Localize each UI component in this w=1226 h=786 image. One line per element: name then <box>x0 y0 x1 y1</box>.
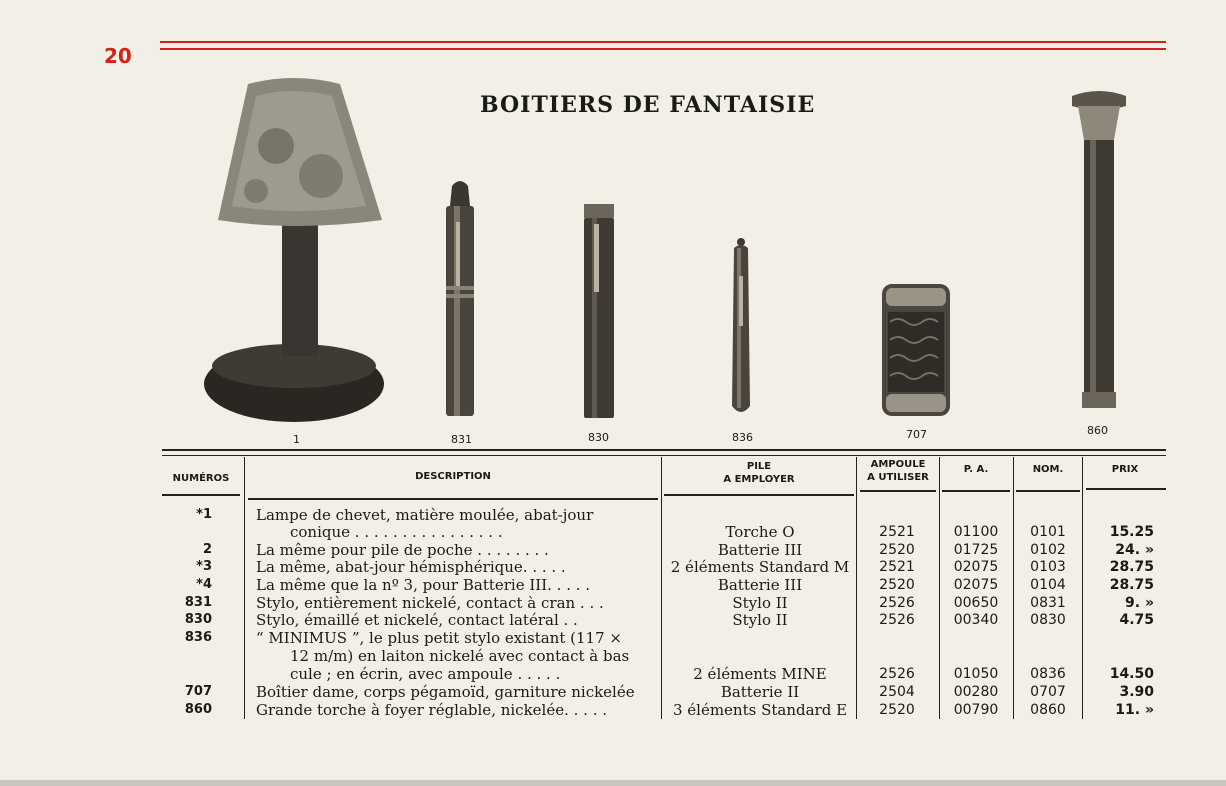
row-pile: Stylo II <box>732 594 788 612</box>
row-pa: 02075 <box>953 577 999 593</box>
row-nom: 0830 <box>1030 612 1066 628</box>
row-ampoule: 2520 <box>879 542 915 558</box>
row-number: 836 <box>184 630 212 645</box>
row-nom: 0102 <box>1030 542 1066 558</box>
row-nom: 0836 <box>1030 666 1066 682</box>
column-header-numeros: NUMÉROS <box>172 473 230 484</box>
row-pa: 02075 <box>953 559 999 575</box>
row-nom: 0104 <box>1030 577 1066 593</box>
row-prix: 28.75 <box>1109 577 1154 593</box>
table-row <box>0 594 1226 612</box>
row-pa: 00340 <box>953 612 999 628</box>
row-description: Stylo, émaillé et nickelé, contact latéral . . <box>256 611 578 629</box>
row-prix: 24. » <box>1115 542 1154 558</box>
header-underline <box>1016 490 1080 492</box>
row-pa: 00650 <box>953 595 999 611</box>
row-description: La même pour pile de poche . . . . . . . . <box>256 541 549 559</box>
row-pile: Batterie III <box>717 576 803 594</box>
row-ampoule: 2520 <box>879 702 915 718</box>
column-header-prix: PRIX <box>1111 464 1139 475</box>
boitier-707-illustration <box>880 282 952 418</box>
column-header-pa: P. A. <box>963 464 989 475</box>
row-prix: 15.25 <box>1109 524 1154 540</box>
row-number: 830 <box>184 612 212 627</box>
column-header-ampoule <box>858 458 938 484</box>
row-number: 860 <box>184 702 212 717</box>
stylo-831-illustration <box>442 176 478 422</box>
row-description: Grande torche à foyer réglable, nickelée. . . . . <box>256 701 608 719</box>
row-prix: 28.75 <box>1109 559 1154 575</box>
header-underline <box>664 494 854 496</box>
row-pile: Torche O <box>725 523 795 541</box>
row-nom: 0103 <box>1030 559 1066 575</box>
row-nom: 0707 <box>1030 684 1066 700</box>
table-row <box>0 683 1226 701</box>
row-prix: 4.75 <box>1119 612 1154 628</box>
column-header-ampoule-line1: AMPOULE <box>870 459 926 470</box>
row-description: conique . . . . . . . . . . . . . . . . <box>290 523 503 541</box>
header-underline <box>162 494 240 496</box>
row-number: *4 <box>196 577 212 592</box>
row-description: Stylo, entièrement nickelé, contact à cran . . . <box>256 594 604 612</box>
row-ampoule: 2520 <box>879 577 915 593</box>
torche-860-illustration <box>1068 90 1130 416</box>
row-number: 707 <box>184 684 212 699</box>
column-header-pile-line1: PILE <box>746 461 772 472</box>
row-pa: 01100 <box>953 524 999 540</box>
table-row <box>0 506 1226 524</box>
row-prix: 11. » <box>1115 702 1154 718</box>
row-number: *3 <box>196 559 212 574</box>
row-ampoule: 2504 <box>879 684 915 700</box>
row-prix: 14.50 <box>1109 666 1154 682</box>
header-rule-top <box>160 41 1166 43</box>
row-description: La même, abat-jour hémisphérique. . . . . <box>256 558 566 576</box>
row-pile: 2 éléments Standard M <box>670 558 850 576</box>
row-description: Lampe de chevet, matière moulée, abat-jour <box>256 506 594 524</box>
figure-caption: 831 <box>451 433 472 446</box>
row-ampoule: 2521 <box>879 559 915 575</box>
stylo-830-illustration <box>582 202 616 422</box>
row-pa: 01050 <box>953 666 999 682</box>
table-row <box>0 523 1226 541</box>
row-ampoule: 2526 <box>879 666 915 682</box>
figure-caption: 836 <box>732 431 753 444</box>
header-underline <box>1086 488 1166 490</box>
column-header-ampoule-line2: A UTILISER <box>867 472 929 483</box>
row-ampoule: 2526 <box>879 595 915 611</box>
row-ampoule: 2526 <box>879 612 915 628</box>
figure-caption: 707 <box>906 428 927 441</box>
row-nom: 0101 <box>1030 524 1066 540</box>
row-nom: 0860 <box>1030 702 1066 718</box>
table-row <box>0 558 1226 576</box>
column-header-nom: NOM. <box>1032 464 1064 475</box>
table-top-rule <box>162 449 1166 451</box>
table-row <box>0 611 1226 629</box>
lamp-illustration <box>196 76 392 426</box>
column-header-description: DESCRIPTION <box>415 471 491 482</box>
row-nom: 0831 <box>1030 595 1066 611</box>
stylo-836-illustration <box>728 236 754 420</box>
header-rule-bottom <box>160 48 1166 50</box>
row-pile: 3 éléments Standard E <box>672 701 848 719</box>
figure-caption: 1 <box>293 433 300 446</box>
table-row <box>0 629 1226 647</box>
table-top-rule-thin <box>162 455 1166 456</box>
row-pile: Stylo II <box>732 611 788 629</box>
row-pile: Batterie III <box>717 541 803 559</box>
row-description: La même que la nº 3, pour Batterie III. . . . . <box>256 576 591 594</box>
table-row <box>0 541 1226 559</box>
row-number: *1 <box>196 507 212 522</box>
row-pile: 2 éléments MINE <box>693 665 827 683</box>
row-ampoule: 2521 <box>879 524 915 540</box>
table-row <box>0 576 1226 594</box>
table-row <box>0 647 1226 665</box>
page-title: BOITIERS DE FANTAISIE <box>480 92 816 118</box>
row-description: cule ; en écrin, avec ampoule . . . . . <box>290 665 561 683</box>
page-number: 20 <box>104 44 132 68</box>
header-underline <box>942 490 1010 492</box>
row-pa: 00790 <box>953 702 999 718</box>
row-prix: 9. » <box>1125 595 1154 611</box>
row-description: Boîtier dame, corps pégamoïd, garniture nickelée <box>256 683 635 701</box>
row-pa: 00280 <box>953 684 999 700</box>
figure-caption: 860 <box>1087 424 1108 437</box>
column-header-pile <box>664 460 854 486</box>
table-row <box>0 665 1226 683</box>
header-underline <box>860 490 936 492</box>
row-description: 12 m/m) en laiton nickelé avec contact à bas <box>290 647 630 665</box>
header-underline <box>248 498 658 500</box>
row-number: 831 <box>184 595 212 610</box>
row-pile: Batterie II <box>720 683 800 701</box>
row-number: 2 <box>202 542 212 557</box>
table-row <box>0 701 1226 719</box>
row-prix: 3.90 <box>1119 684 1154 700</box>
row-description: “ MINIMUS ”, le plus petit stylo existant (117 × <box>256 629 622 647</box>
column-header-pile-line2: A EMPLOYER <box>723 474 795 485</box>
row-pa: 01725 <box>953 542 999 558</box>
figure-caption: 830 <box>588 431 609 444</box>
